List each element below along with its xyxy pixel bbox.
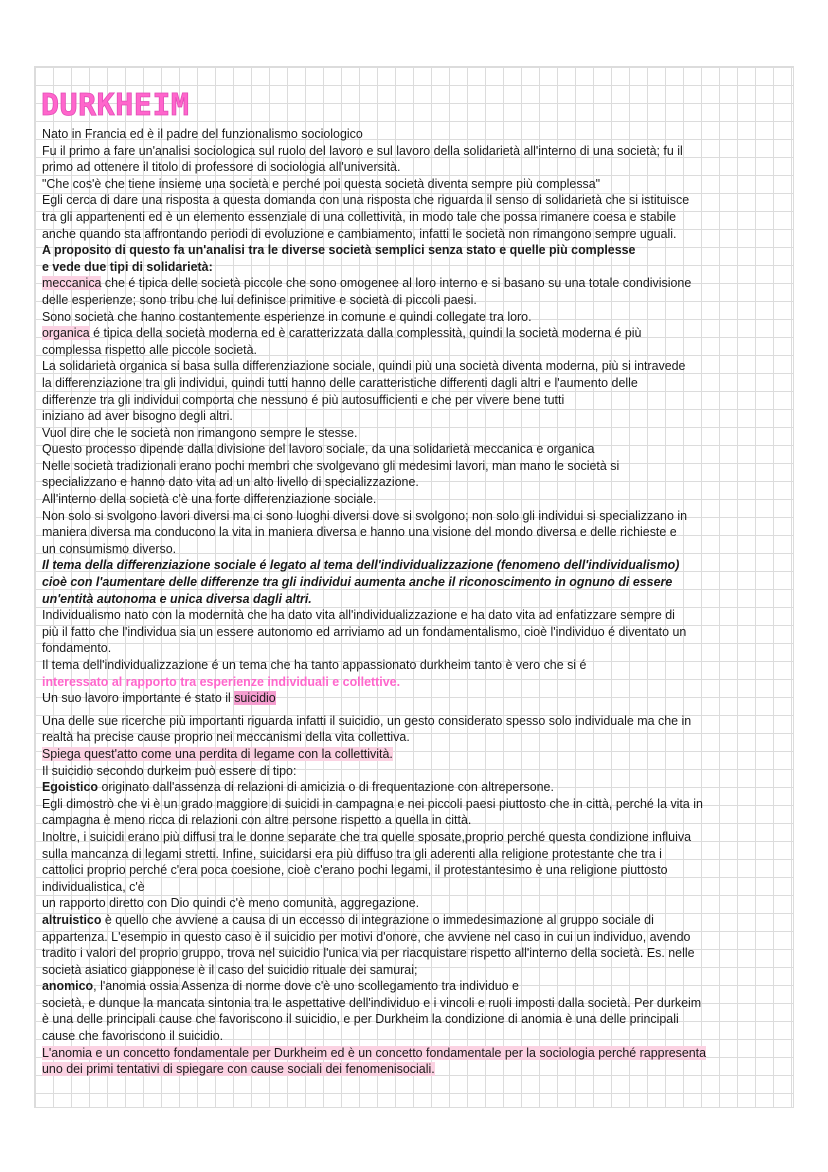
text-line [42,912,790,929]
text-line: Non solo si svolgono lavori diversi ma ci sono luoghi diversi dove si svolgono; non solo gli individui si specializzano in [42,508,688,523]
text-line: Nato in Francia ed è il padre del funzionalismo sociologico [42,127,363,141]
text-span: é tipica della società moderna ed è caratterizzata dalla complessità, quindi la società moderna é più [89,326,642,341]
text-line: All'interno della società c'è una forte differenziazione sociale. [42,492,377,507]
text-line [42,1045,790,1062]
text-line: Fu il primo a fare un'analisi sociologica sul ruolo del lavoro e sul lavoro della solidarietà all'interno di una società; fu il [42,143,683,158]
text-line [42,978,790,995]
text-line: è una delle principali cause che favoriscono il suicidio, e per Durkheim la condizione di anomia è una delle principali [42,1012,679,1027]
notes-body [42,88,790,1078]
highlighted-sentence: Spiega quest'atto come una perdita di legame con la collettività. [42,746,393,761]
text-line: società, e dunque la mancata sintonia tra le aspettative dell'individuo e i vincoli e ruoli imposti dalla società. Per durkeim [42,995,702,1010]
text-line: delle esperienze; sono tribu che lui definisce primitive e società di piccoli paesi. [42,292,477,307]
text-line: Il suicidio secondo durkeim può essere di tipo: [42,763,297,778]
text-line: anche quando sta affrontando periodi di evoluzione e cambiamento, infatti le società non rimangono sempre uguali. [42,226,677,241]
text-span: è quello che avviene a causa di un eccesso di integrazione o immedesimazione al gruppo sociale di [101,912,654,927]
text-line [42,690,790,707]
text-line [42,746,790,763]
term-egoistico: Egoistico [42,780,98,795]
text-line: la differenziazione tra gli individui, quindi tutti hanno delle caratteristiche differenti dagli altri e l'aumento delle [42,375,638,390]
text-line: Nelle società tradizionali erano pochi membri che svolgevano gli medesimi lavori, man mano le società si [42,458,620,473]
text-line: Sono società che hanno costantemente esperienze in comune e quindi collegate tra loro. [42,309,532,324]
bold-line: A proposito di questo fa un'analisi tra le diverse società semplici senza stato e quelle più complesse [42,243,636,258]
bold-italic-line: Il tema della differenziazione sociale é legato al tema dell'individualizzazione (fenomeno dell'individualismo) [42,558,680,573]
text-line: un rapporto diretto con Dio quindi c'è meno comunità, aggregazione. [42,896,420,911]
term-organica: organica [42,326,90,341]
text-line [42,779,790,796]
term-anomico: anomico [42,979,94,994]
text-line: primo ad ottenere il titolo di professore di sociologia all'università. [42,160,401,175]
text-line: cause che favoriscono il suicidio. [42,1029,224,1044]
term-altruistico: altruistico [42,912,102,927]
text-span: che é tipica delle società piccole che sono omogenee al loro interno e si basano su una totale condivisione [101,276,692,291]
text-line: sulla mancanza di legami stretti. Infine, suicidarsi era più diffuso tra gli aderenti alla religione protestante che tra i [42,846,662,861]
text-line: individualistica, c'è [42,879,145,894]
quote-line: "Che cos'è che tiene insieme una società e perché poi questa società diventa sempre più complessa" [42,176,601,191]
text-line: tra gli appartenenti ed è un elemento essenziale di una collettività, in modo tale che possa rimanere coesa e stabile [42,209,677,224]
text-line: tradito i valori del proprio gruppo, trova nel suicidio l'unica via per riacquistare rispetto all'interno della società. Es. nelle [42,946,695,961]
text-line: specializzano e hanno dato vita ad un alto livello di specializzazione. [42,475,419,490]
term-meccanica: meccanica [42,276,102,291]
text-line [42,325,790,342]
text-line: Individualismo nato con la modernità che ha dato vita all'individualizzazione e ha dato vita ad enfatizzare sempre di [42,608,675,623]
text-line: Egli dimostrò che vi è un grado maggiore di suicidi in campagna e nei piccoli paesi piuttosto che in città, perché la vita in [42,796,703,811]
text-line: società asiatico giapponese è il caso del suicidio rituale dei samurai; [42,962,418,977]
term-suicidio: suicidio [234,691,276,706]
text-line: appartenza. L'esempio in questo caso è il suicidio per motivi d'onore, che avviene nel caso in cui un individuo, avendo [42,929,691,944]
text-line: fondamento. [42,641,112,656]
text-line: Il tema dell'individualizzazione é un tema che ha tanto appassionato durkheim tanto è vero che si é [42,658,587,672]
bold-italic-line: cioè con l'aumentare delle differenze tra gli individui aumenta anche il riconoscimento in ognuno di essere [42,575,673,590]
text-line: Questo processo dipende dalla divisione del lavoro sociale, da una solidarietà meccanica e organica [42,442,595,457]
bold-italic-line: un'entità autonoma e unica diversa dagli altri. [42,591,312,606]
pink-emphasis-line: interessato al rapporto tra esperienze individuali e collettive. [42,674,401,689]
text-line: Inoltre, i suicidi erano più diffusi tra le donne separate che tra quelle sposate,proprio perché questa condizione influiva [42,829,691,844]
text-line: cattolici proprio perché c'era poca coesione, cioè c'erano pochi legami, il protestantesimo è una religione piuttosto [42,863,668,878]
text-line: un consumismo diverso. [42,541,177,556]
text-span: , l'anomia ossia Assenza di norme dove c'è uno scollegamento tra individuo e [93,979,519,994]
text-line: Vuol dire che le società non rimangono sempre le stesse. [42,425,358,440]
text-line: differenze tra gli individui comporta che nessuno é più autosufficienti e che per vivere bene tutti [42,392,565,407]
text-line: maniera diversa ma conducono la vita in maniera diversa e hanno una visione del mondo diversa e delle richieste e [42,525,677,540]
text-span: originato dall'assenza di relazioni di amicizia o di frequentazione con altrepersone. [97,780,554,795]
text-line: complessa rispetto alle piccole società. [42,342,257,357]
text-line: più il fatto che l'individua sia un essere autonomo ed arriviamo ad un fondamentalismo, cioè l'individuo é diventato un [42,624,687,639]
text-line [42,1061,790,1078]
bold-line: e vede due tipi di solidarietà: [42,259,213,274]
text-line: Una delle sue ricerche più importanti riguarda infatti il suicidio, un gesto considerato spesso solo individuale ma che in [42,713,692,728]
text-span: Un suo lavoro importante é stato il [42,691,235,706]
text-line: realtà ha precise cause proprio nei meccanismi della vita collettiva. [42,730,410,745]
text-line: campagna è meno ricca di relazioni con altre persone rispetto a quella in città. [42,813,472,828]
text-line: iniziano ad aver bisogno degli altri. [42,409,233,424]
highlighted-sentence: uno dei primi tentativi di spiegare con cause sociali dei fenomenisociali. [42,1062,435,1077]
text-line: Egli cerca di dare una risposta a questa domanda con una risposta che riguarda il senso di solidarietà che si istituisce [42,193,690,208]
text-line [42,275,790,292]
page-title: DURKHEIM [41,88,190,123]
text-line: La solidarietà organica si basa sulla differenziazione sociale, quindi più una società diventa moderna, più si intravede [42,359,686,374]
highlighted-sentence: L'anomia e un concetto fondamentale per Durkheim ed è un concetto fondamentale per la sociologia perché rappresenta [42,1045,707,1060]
